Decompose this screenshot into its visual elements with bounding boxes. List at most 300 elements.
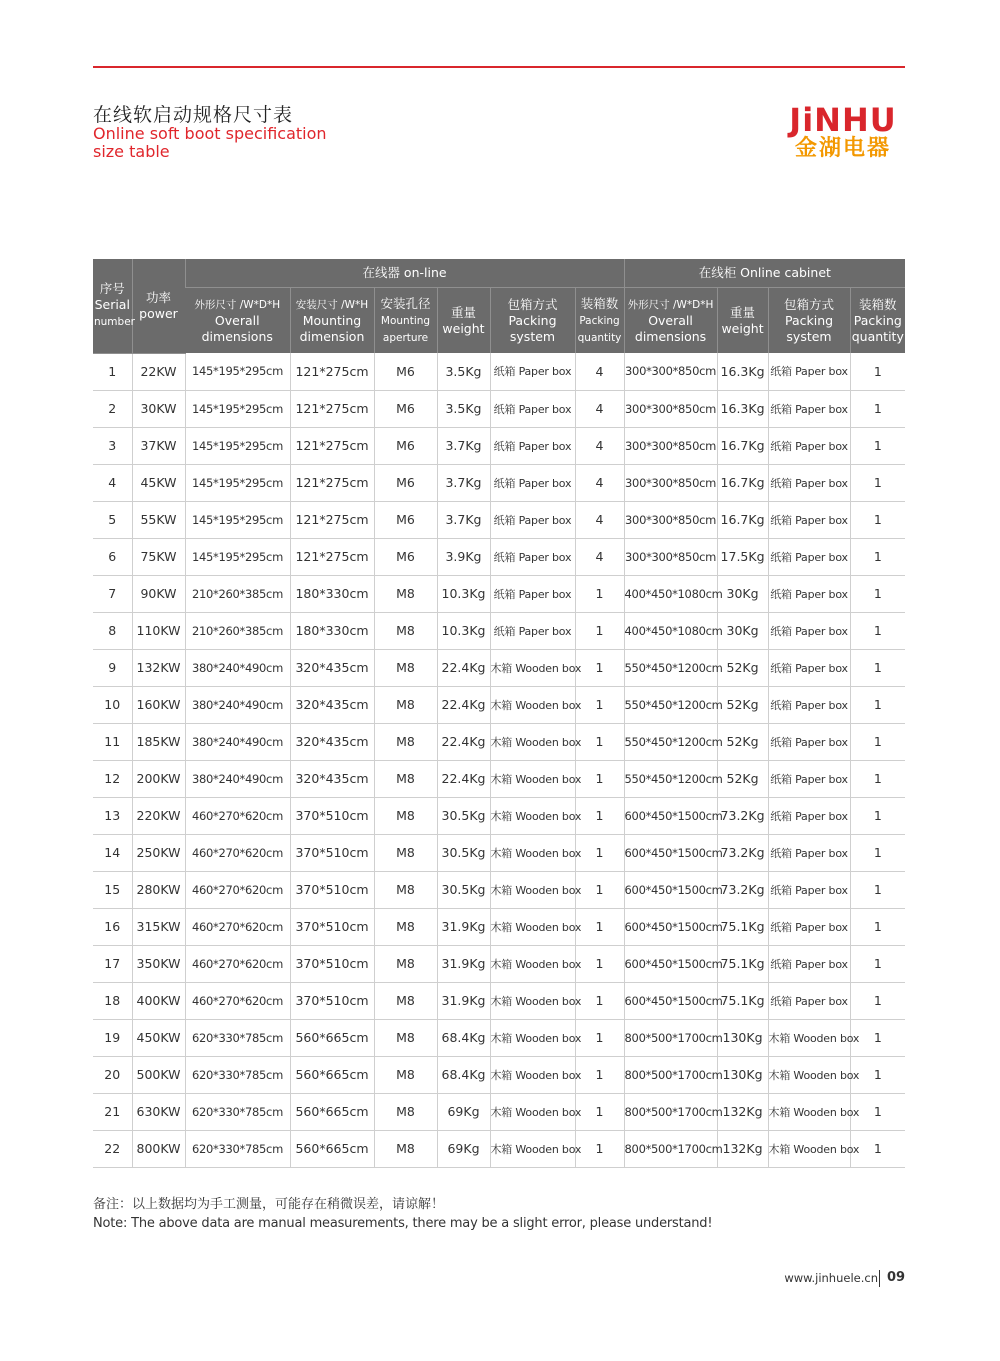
mounting-dimension-cell: 121*275cm [290,501,374,538]
overall-dimensions-cell: 380*240*490cm [185,760,290,797]
overall-dimensions-cell: 380*240*490cm [185,723,290,760]
packing-system-cell: 木箱 Wooden box [490,834,575,871]
cabinet-dimensions-cell: 550*450*1200cm [624,760,717,797]
serial-cell: 7 [93,575,132,612]
aperture-cell: M8 [374,982,437,1019]
overall-dimensions-cell: 145*195*295cm [185,501,290,538]
table-row [93,575,905,612]
cabinet-dimensions-cell: 550*450*1200cm [624,649,717,686]
table-row [93,834,905,871]
serial-cell: 19 [93,1019,132,1056]
cabinet-dimensions-cell: 800*500*1700cm [624,1019,717,1056]
weight-cell: 22.4Kg [437,760,490,797]
overall-dimensions-cell: 460*270*620cm [185,834,290,871]
header-packing-quantity: 装箱数 Packing quantity [575,288,624,354]
cabinet-quantity-cell: 1 [850,612,905,649]
cabinet-weight-cell: 16.7Kg [717,464,768,501]
weight-cell: 68.4Kg [437,1019,490,1056]
cabinet-packing-cell: 纸箱 Paper box [768,501,850,538]
packing-quantity-cell: 1 [575,908,624,945]
serial-cell: 1 [93,353,132,390]
cabinet-dimensions-cell: 550*450*1200cm [624,723,717,760]
cabinet-weight-cell: 75.1Kg [717,982,768,1019]
cabinet-packing-cell: 木箱 Wooden box [768,1019,850,1056]
table-row [93,1130,905,1167]
aperture-cell: M6 [374,464,437,501]
cabinet-quantity-cell: 1 [850,1093,905,1130]
logo-wordmark: JiNHU [789,101,897,139]
aperture-cell: M6 [374,427,437,464]
packing-quantity-cell: 4 [575,353,624,390]
cabinet-weight-cell: 52Kg [717,686,768,723]
header-group-cabinet: 在线柜 Online cabinet [624,259,905,288]
overall-dimensions-cell: 380*240*490cm [185,649,290,686]
cabinet-dimensions-cell: 600*450*1500cm [624,871,717,908]
power-cell: 110KW [132,612,185,649]
mounting-dimension-cell: 320*435cm [290,760,374,797]
power-cell: 400KW [132,982,185,1019]
cabinet-dimensions-cell: 800*500*1700cm [624,1130,717,1167]
packing-system-cell: 木箱 Wooden box [490,797,575,834]
weight-cell: 3.7Kg [437,464,490,501]
cabinet-weight-cell: 73.2Kg [717,834,768,871]
aperture-cell: M8 [374,1093,437,1130]
mounting-dimension-cell: 370*510cm [290,834,374,871]
cabinet-dimensions-cell: 300*300*850cm [624,501,717,538]
mounting-dimension-cell: 121*275cm [290,464,374,501]
cabinet-dimensions-cell: 400*450*1080cm [624,612,717,649]
power-cell: 250KW [132,834,185,871]
cabinet-quantity-cell: 1 [850,427,905,464]
mounting-dimension-cell: 370*510cm [290,945,374,982]
packing-quantity-cell: 1 [575,1130,624,1167]
mounting-dimension-cell: 560*665cm [290,1130,374,1167]
packing-quantity-cell: 4 [575,538,624,575]
serial-cell: 21 [93,1093,132,1130]
weight-cell: 69Kg [437,1093,490,1130]
packing-system-cell: 木箱 Wooden box [490,723,575,760]
weight-cell: 3.9Kg [437,538,490,575]
packing-system-cell: 纸箱 Paper box [490,501,575,538]
serial-cell: 12 [93,760,132,797]
serial-cell: 20 [93,1056,132,1093]
power-cell: 22KW [132,353,185,390]
mounting-dimension-cell: 320*435cm [290,649,374,686]
cabinet-packing-cell: 纸箱 Paper box [768,427,850,464]
header-mounting-dimension: 安装尺寸 /W*H Mounting dimension [290,288,374,354]
table-row [93,612,905,649]
packing-quantity-cell: 1 [575,797,624,834]
header-serial: 序号 Serial number [93,259,132,353]
aperture-cell: M8 [374,575,437,612]
overall-dimensions-cell: 460*270*620cm [185,982,290,1019]
packing-system-cell: 纸箱 Paper box [490,575,575,612]
mounting-dimension-cell: 560*665cm [290,1019,374,1056]
cabinet-dimensions-cell: 300*300*850cm [624,390,717,427]
note-chinese: 备注：以上数据均为手工测量，可能存在稍微误差，请谅解！ [93,1197,445,1212]
table-row [93,908,905,945]
packing-system-cell: 木箱 Wooden box [490,760,575,797]
aperture-cell: M8 [374,1130,437,1167]
mounting-dimension-cell: 560*665cm [290,1056,374,1093]
weight-cell: 10.3Kg [437,575,490,612]
serial-cell: 10 [93,686,132,723]
packing-system-cell: 木箱 Wooden box [490,1130,575,1167]
packing-quantity-cell: 1 [575,575,624,612]
packing-system-cell: 木箱 Wooden box [490,1093,575,1130]
aperture-cell: M8 [374,1056,437,1093]
aperture-cell: M8 [374,797,437,834]
packing-quantity-cell: 1 [575,649,624,686]
serial-cell: 11 [93,723,132,760]
packing-system-cell: 木箱 Wooden box [490,871,575,908]
weight-cell: 10.3Kg [437,612,490,649]
aperture-cell: M8 [374,649,437,686]
weight-cell: 22.4Kg [437,649,490,686]
footer-website[interactable]: www.jinhuele.cn [784,1271,878,1285]
cabinet-weight-cell: 52Kg [717,760,768,797]
serial-cell: 9 [93,649,132,686]
aperture-cell: M8 [374,612,437,649]
cabinet-packing-cell: 纸箱 Paper box [768,871,850,908]
power-cell: 185KW [132,723,185,760]
note-english: Note: The above data are manual measurements, there may be a slight error, please understand! [93,1216,713,1231]
overall-dimensions-cell: 460*270*620cm [185,871,290,908]
cabinet-weight-cell: 75.1Kg [717,908,768,945]
cabinet-quantity-cell: 1 [850,834,905,871]
serial-cell: 16 [93,908,132,945]
cabinet-quantity-cell: 1 [850,760,905,797]
serial-cell: 5 [93,501,132,538]
table-row [93,501,905,538]
overall-dimensions-cell: 460*270*620cm [185,945,290,982]
overall-dimensions-cell: 620*330*785cm [185,1019,290,1056]
packing-system-cell: 纸箱 Paper box [490,390,575,427]
overall-dimensions-cell: 145*195*295cm [185,390,290,427]
header-power: 功率 power [132,259,185,353]
cabinet-quantity-cell: 1 [850,575,905,612]
cabinet-packing-cell: 木箱 Wooden box [768,1130,850,1167]
packing-system-cell: 木箱 Wooden box [490,649,575,686]
cabinet-quantity-cell: 1 [850,1056,905,1093]
weight-cell: 3.7Kg [437,501,490,538]
packing-system-cell: 木箱 Wooden box [490,1056,575,1093]
mounting-dimension-cell: 121*275cm [290,427,374,464]
cabinet-quantity-cell: 1 [850,390,905,427]
header-cabinet-weight: 重量 weight [717,288,768,354]
cabinet-packing-cell: 木箱 Wooden box [768,1093,850,1130]
mounting-dimension-cell: 370*510cm [290,982,374,1019]
serial-cell: 14 [93,834,132,871]
cabinet-dimensions-cell: 300*300*850cm [624,353,717,390]
cabinet-weight-cell: 16.7Kg [717,501,768,538]
power-cell: 630KW [132,1093,185,1130]
overall-dimensions-cell: 210*260*385cm [185,575,290,612]
serial-cell: 13 [93,797,132,834]
cabinet-packing-cell: 纸箱 Paper box [768,353,850,390]
table-row [93,427,905,464]
header-weight: 重量 weight [437,288,490,354]
cabinet-dimensions-cell: 300*300*850cm [624,538,717,575]
cabinet-packing-cell: 纸箱 Paper box [768,760,850,797]
cabinet-dimensions-cell: 600*450*1500cm [624,797,717,834]
aperture-cell: M8 [374,1019,437,1056]
overall-dimensions-cell: 145*195*295cm [185,464,290,501]
mounting-dimension-cell: 180*330cm [290,575,374,612]
table-row [93,686,905,723]
cabinet-weight-cell: 30Kg [717,612,768,649]
weight-cell: 22.4Kg [437,686,490,723]
packing-quantity-cell: 1 [575,760,624,797]
cabinet-packing-cell: 纸箱 Paper box [768,797,850,834]
spec-table [93,259,905,1168]
cabinet-weight-cell: 73.2Kg [717,797,768,834]
overall-dimensions-cell: 210*260*385cm [185,612,290,649]
cabinet-packing-cell: 纸箱 Paper box [768,464,850,501]
cabinet-packing-cell: 纸箱 Paper box [768,723,850,760]
power-cell: 350KW [132,945,185,982]
page-number: 09 [887,1270,906,1285]
packing-quantity-cell: 4 [575,390,624,427]
table-row [93,538,905,575]
power-cell: 132KW [132,649,185,686]
cabinet-quantity-cell: 1 [850,538,905,575]
aperture-cell: M8 [374,760,437,797]
weight-cell: 22.4Kg [437,723,490,760]
mounting-dimension-cell: 121*275cm [290,353,374,390]
cabinet-weight-cell: 132Kg [717,1130,768,1167]
power-cell: 160KW [132,686,185,723]
table-row [93,982,905,1019]
cabinet-quantity-cell: 1 [850,982,905,1019]
table-row [93,1093,905,1130]
cabinet-weight-cell: 52Kg [717,649,768,686]
cabinet-dimensions-cell: 400*450*1080cm [624,575,717,612]
weight-cell: 31.9Kg [437,982,490,1019]
power-cell: 200KW [132,760,185,797]
packing-quantity-cell: 1 [575,1056,624,1093]
table-row [93,945,905,982]
table-row [93,871,905,908]
cabinet-weight-cell: 132Kg [717,1093,768,1130]
power-cell: 75KW [132,538,185,575]
table-row [93,390,905,427]
cabinet-weight-cell: 16.3Kg [717,353,768,390]
weight-cell: 30.5Kg [437,834,490,871]
overall-dimensions-cell: 145*195*295cm [185,427,290,464]
mounting-dimension-cell: 320*435cm [290,686,374,723]
cabinet-packing-cell: 纸箱 Paper box [768,834,850,871]
cabinet-packing-cell: 纸箱 Paper box [768,575,850,612]
packing-system-cell: 木箱 Wooden box [490,908,575,945]
aperture-cell: M8 [374,686,437,723]
cabinet-quantity-cell: 1 [850,723,905,760]
packing-quantity-cell: 1 [575,1093,624,1130]
cabinet-packing-cell: 纸箱 Paper box [768,612,850,649]
brand-logo [780,101,906,162]
mounting-dimension-cell: 370*510cm [290,871,374,908]
cabinet-quantity-cell: 1 [850,649,905,686]
table-row [93,1019,905,1056]
packing-system-cell: 纸箱 Paper box [490,427,575,464]
packing-system-cell: 木箱 Wooden box [490,1019,575,1056]
cabinet-weight-cell: 30Kg [717,575,768,612]
cabinet-weight-cell: 73.2Kg [717,871,768,908]
mounting-dimension-cell: 180*330cm [290,612,374,649]
packing-system-cell: 纸箱 Paper box [490,612,575,649]
mounting-dimension-cell: 121*275cm [290,390,374,427]
packing-quantity-cell: 1 [575,1019,624,1056]
weight-cell: 3.5Kg [437,390,490,427]
packing-system-cell: 纸箱 Paper box [490,353,575,390]
packing-quantity-cell: 1 [575,945,624,982]
mounting-dimension-cell: 320*435cm [290,723,374,760]
packing-system-cell: 木箱 Wooden box [490,982,575,1019]
aperture-cell: M8 [374,834,437,871]
power-cell: 500KW [132,1056,185,1093]
power-cell: 90KW [132,575,185,612]
overall-dimensions-cell: 620*330*785cm [185,1093,290,1130]
cabinet-quantity-cell: 1 [850,797,905,834]
header-cabinet-packing-quantity: 装箱数 Packing quantity [850,288,905,354]
weight-cell: 69Kg [437,1130,490,1167]
serial-cell: 2 [93,390,132,427]
overall-dimensions-cell: 145*195*295cm [185,538,290,575]
mounting-dimension-cell: 121*275cm [290,538,374,575]
cabinet-quantity-cell: 1 [850,1019,905,1056]
cabinet-quantity-cell: 1 [850,464,905,501]
aperture-cell: M6 [374,501,437,538]
table-row [93,649,905,686]
serial-cell: 22 [93,1130,132,1167]
logo-chinese-name: 金湖电器 [794,136,891,161]
packing-quantity-cell: 4 [575,427,624,464]
cabinet-weight-cell: 17.5Kg [717,538,768,575]
cabinet-quantity-cell: 1 [850,908,905,945]
overall-dimensions-cell: 460*270*620cm [185,797,290,834]
cabinet-quantity-cell: 1 [850,686,905,723]
cabinet-quantity-cell: 1 [850,1130,905,1167]
mounting-dimension-cell: 370*510cm [290,908,374,945]
header-overall-dimensions: 外形尺寸 /W*D*H Overall dimensions [185,288,290,354]
packing-system-cell: 木箱 Wooden box [490,686,575,723]
weight-cell: 3.5Kg [437,353,490,390]
header-packing-system: 包箱方式 Packing system [490,288,575,354]
weight-cell: 31.9Kg [437,945,490,982]
overall-dimensions-cell: 460*270*620cm [185,908,290,945]
header-group-online: 在线器 on-line [185,259,624,288]
spec-table-body [93,353,905,1167]
cabinet-packing-cell: 木箱 Wooden box [768,1056,850,1093]
table-row [93,464,905,501]
power-cell: 315KW [132,908,185,945]
cabinet-weight-cell: 52Kg [717,723,768,760]
page-title-cn: 在线软启动规格尺寸表 [93,104,294,126]
footer-divider [879,1270,880,1287]
weight-cell: 3.7Kg [437,427,490,464]
packing-system-cell: 纸箱 Paper box [490,464,575,501]
header-mounting-aperture: 安装孔径 Mounting aperture [374,288,437,354]
overall-dimensions-cell: 620*330*785cm [185,1056,290,1093]
weight-cell: 30.5Kg [437,871,490,908]
top-rule [93,66,905,68]
packing-quantity-cell: 1 [575,871,624,908]
packing-quantity-cell: 1 [575,686,624,723]
cabinet-dimensions-cell: 300*300*850cm [624,427,717,464]
mounting-dimension-cell: 560*665cm [290,1093,374,1130]
power-cell: 450KW [132,1019,185,1056]
overall-dimensions-cell: 145*195*295cm [185,353,290,390]
packing-system-cell: 纸箱 Paper box [490,538,575,575]
table-row [93,723,905,760]
aperture-cell: M8 [374,945,437,982]
weight-cell: 30.5Kg [437,797,490,834]
header-cabinet-packing-system: 包箱方式 Packing system [768,288,850,354]
packing-system-cell: 木箱 Wooden box [490,945,575,982]
cabinet-packing-cell: 纸箱 Paper box [768,649,850,686]
cabinet-dimensions-cell: 800*500*1700cm [624,1056,717,1093]
aperture-cell: M8 [374,723,437,760]
packing-quantity-cell: 1 [575,982,624,1019]
table-row [93,797,905,834]
cabinet-quantity-cell: 1 [850,353,905,390]
serial-cell: 4 [93,464,132,501]
mounting-dimension-cell: 370*510cm [290,797,374,834]
serial-cell: 6 [93,538,132,575]
cabinet-weight-cell: 130Kg [717,1056,768,1093]
cabinet-packing-cell: 纸箱 Paper box [768,908,850,945]
cabinet-packing-cell: 纸箱 Paper box [768,538,850,575]
aperture-cell: M6 [374,353,437,390]
power-cell: 37KW [132,427,185,464]
cabinet-weight-cell: 16.7Kg [717,427,768,464]
weight-cell: 68.4Kg [437,1056,490,1093]
cabinet-dimensions-cell: 600*450*1500cm [624,908,717,945]
aperture-cell: M8 [374,871,437,908]
packing-quantity-cell: 4 [575,464,624,501]
packing-quantity-cell: 1 [575,723,624,760]
cabinet-dimensions-cell: 800*500*1700cm [624,1093,717,1130]
cabinet-dimensions-cell: 600*450*1500cm [624,945,717,982]
cabinet-packing-cell: 纸箱 Paper box [768,686,850,723]
page-title-en: Online soft boot specification size table [93,124,327,161]
power-cell: 220KW [132,797,185,834]
aperture-cell: M8 [374,908,437,945]
power-cell: 280KW [132,871,185,908]
cabinet-weight-cell: 75.1Kg [717,945,768,982]
cabinet-dimensions-cell: 300*300*850cm [624,464,717,501]
cabinet-weight-cell: 16.3Kg [717,390,768,427]
cabinet-packing-cell: 纸箱 Paper box [768,982,850,1019]
spec-table-header [93,259,905,353]
cabinet-quantity-cell: 1 [850,501,905,538]
power-cell: 45KW [132,464,185,501]
serial-cell: 18 [93,982,132,1019]
cabinet-dimensions-cell: 600*450*1500cm [624,834,717,871]
packing-quantity-cell: 1 [575,834,624,871]
weight-cell: 31.9Kg [437,908,490,945]
serial-cell: 15 [93,871,132,908]
power-cell: 800KW [132,1130,185,1167]
table-row [93,353,905,390]
header-cabinet-overall-dimensions: 外形尺寸 /W*D*H Overall dimensions [624,288,717,354]
overall-dimensions-cell: 620*330*785cm [185,1130,290,1167]
power-cell: 55KW [132,501,185,538]
table-row [93,760,905,797]
cabinet-packing-cell: 纸箱 Paper box [768,945,850,982]
cabinet-weight-cell: 130Kg [717,1019,768,1056]
cabinet-dimensions-cell: 600*450*1500cm [624,982,717,1019]
